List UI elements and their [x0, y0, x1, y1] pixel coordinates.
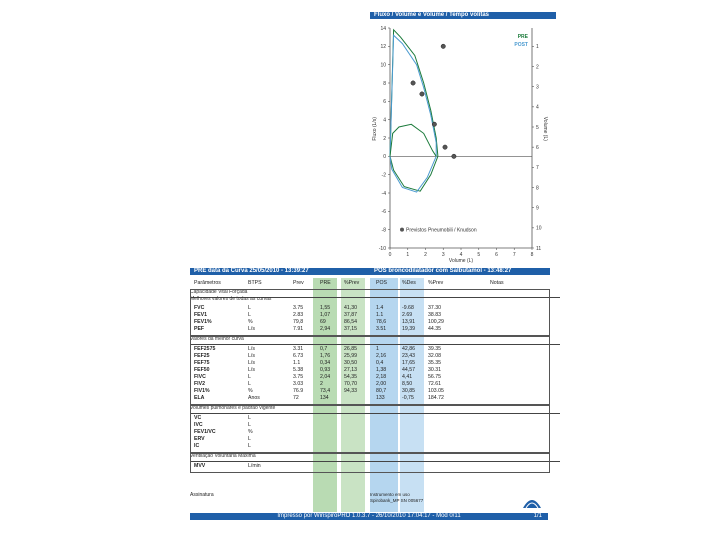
x-tick-label: 8 [530, 252, 534, 258]
table-cell: 1.4 [376, 305, 384, 311]
col-parametros: Parâmetros [194, 280, 221, 286]
table-cell: ERV [194, 436, 205, 442]
table-cell: 37.30 [428, 305, 441, 311]
y-right-tick-label: 9 [536, 205, 539, 212]
y-tick-label: -4 [381, 190, 386, 197]
y-right-tick-label: 3 [536, 84, 539, 91]
table-cell: 2.69 [402, 312, 413, 318]
x-tick-label: 2 [424, 252, 427, 258]
table-cell: 1 [376, 346, 379, 352]
table-cell: FEF50 [194, 367, 210, 373]
y-right-tick-label: 7 [536, 165, 539, 172]
page-number: 1/1 [533, 513, 542, 519]
table-cell: 44.35 [428, 326, 441, 332]
table-cell: 94,33 [344, 388, 357, 394]
table-cell: PEF [194, 326, 205, 332]
table-cell: 1.1 [293, 360, 301, 366]
table-cell: 79,8 [293, 319, 304, 325]
table-cell: 13,91 [402, 319, 415, 325]
table-cell: 73,4 [320, 388, 331, 394]
table-cell: VC [194, 415, 202, 421]
table-cell: 42,86 [402, 346, 415, 352]
table-cell: IC [194, 443, 200, 449]
table-cell: -9.68 [402, 305, 414, 311]
col-pct-prev-post: %Prev [428, 280, 444, 286]
table-cell: 76.9 [293, 388, 304, 394]
x-tick-label: 6 [495, 252, 498, 258]
table-cell: 1,38 [376, 367, 387, 373]
table-cell: 7.91 [293, 326, 304, 332]
table-cell: 30,85 [402, 388, 415, 394]
table-cell: 54,35 [344, 374, 357, 380]
table-cell: 2 [320, 381, 323, 387]
table-cell: 4,41 [402, 374, 413, 380]
y-tick-label: 6 [383, 99, 386, 106]
section-title: Valores da melhor curva [190, 336, 560, 345]
table-cell: 23,43 [402, 353, 415, 359]
y-right-axis-label: Volume (L) [542, 116, 548, 141]
table-cell: 30.31 [428, 367, 441, 373]
section-subtitle: Melhores valores de todas as curvas [190, 296, 272, 302]
table-cell: L [248, 305, 251, 311]
table-cell: 39.35 [428, 346, 441, 352]
x-tick-label: 5 [477, 252, 481, 258]
table-cell: 3.31 [293, 346, 304, 352]
table-cell: 8,50 [402, 381, 413, 387]
table-cell: 184.72 [428, 395, 444, 401]
table-cell: 1,07 [320, 312, 331, 318]
table-cell: L [248, 415, 251, 421]
table-cell: 56.75 [428, 374, 441, 380]
table-cell: 86,54 [344, 319, 357, 325]
y-tick-label: 10 [380, 62, 386, 69]
table-cell: 0,4 [376, 360, 384, 366]
table-cell: L/min [248, 463, 261, 469]
y-tick-label: 12 [380, 44, 386, 51]
x-axis-label: Volume (L) [448, 258, 474, 264]
table-cell: 69 [320, 319, 326, 325]
table-cell: 2,00 [376, 381, 387, 387]
section-title: Ventilação Voluntária Máxima [190, 453, 560, 462]
section-box [190, 453, 550, 473]
table-cell: 44,57 [402, 367, 415, 373]
table-cell: FVC [194, 305, 205, 311]
table-cell: 0,34 [320, 360, 331, 366]
predicted-point [452, 154, 456, 158]
table-cell: 2,18 [376, 374, 387, 380]
footer-bar [190, 513, 548, 520]
instrument-info [370, 492, 423, 504]
table-cell: 1,76 [320, 353, 331, 359]
curve-post [390, 35, 436, 192]
post-header [370, 268, 550, 275]
table-cell: 70,70 [344, 381, 357, 387]
predicted-point [420, 92, 424, 96]
y-right-tick-label: 6 [536, 144, 539, 151]
y-right-tick-label: 2 [536, 64, 539, 71]
pre-header-text: PRE data da Curva 25/05/2010 - 13:39:27 [194, 268, 309, 274]
table-cell: L [248, 422, 251, 428]
y-tick-label: -8 [381, 227, 386, 234]
instrument-label: Instrumento em uso [370, 492, 410, 497]
table-cell: 0,93 [320, 367, 331, 373]
table-cell: 72.61 [428, 381, 441, 387]
table-cell: FEV1 [194, 312, 207, 318]
y-tick-label: 2 [383, 135, 386, 142]
table-cell: Anos [248, 395, 260, 401]
table-cell: 27,13 [344, 367, 357, 373]
table-cell: L [248, 374, 251, 380]
table-cell: L/s [248, 346, 255, 352]
table-cell: L [248, 381, 251, 387]
curve-pre [390, 124, 436, 156]
instrument-value: Spirobank_MP SN 005677 [370, 498, 424, 503]
legend-pre: PRE [517, 34, 528, 40]
table-cell: 32.08 [428, 353, 441, 359]
y-tick-label: 4 [383, 117, 386, 124]
table-cell: 2,16 [376, 353, 387, 359]
table-cell: 80,7 [376, 388, 387, 394]
table-cell: 2.83 [293, 312, 304, 318]
section-box [190, 289, 550, 336]
table-cell: 72 [293, 395, 299, 401]
table-cell: FEF2575 [194, 346, 216, 352]
predicted-point [411, 81, 415, 85]
table-cell: 1,55 [320, 305, 331, 311]
table-cell: 2,94 [320, 326, 331, 332]
y-right-tick-label: 4 [536, 104, 539, 111]
legend-predicted: Previstos Pneumobili / Knudson [406, 227, 477, 234]
table-cell: 30,50 [344, 360, 357, 366]
predicted-point [443, 145, 447, 149]
table-cell: FEV1/VC [194, 429, 216, 435]
table-cell: % [248, 319, 253, 325]
table-cell: L/s [248, 353, 255, 359]
x-tick-label: 7 [512, 252, 516, 258]
table-cell: 3.75 [293, 374, 304, 380]
mir-logo [522, 494, 542, 510]
col-pct-des: %Des [402, 280, 416, 286]
y-right-tick-label: 5 [536, 124, 539, 131]
results-table [190, 280, 550, 490]
table-cell: 1.1 [376, 312, 384, 318]
table-cell: 6.73 [293, 353, 304, 359]
legend-predicted-marker [400, 228, 404, 232]
y-right-tick-label: 8 [536, 185, 539, 192]
table-cell: % [248, 388, 253, 394]
table-cell: 3.75 [293, 305, 304, 311]
table-cell: L/s [248, 360, 255, 366]
table-cell: 133 [376, 395, 385, 401]
section-box [190, 405, 550, 453]
table-cell: FIVC [194, 374, 206, 380]
table-cell: 100,29 [428, 319, 444, 325]
table-cell: 2,04 [320, 374, 331, 380]
table-cell: FEF25 [194, 353, 210, 359]
table-cell: L [248, 443, 251, 449]
col-pos: POS [376, 280, 387, 286]
y-tick-label: -10 [378, 245, 386, 252]
y-right-tick-label: 11 [536, 245, 542, 252]
predicted-point [441, 44, 445, 48]
predicted-point [432, 122, 436, 126]
table-cell: 38.83 [428, 312, 441, 318]
y-axis-label: Fluxo (L/s) [372, 117, 378, 141]
y-right-tick-label: 10 [536, 225, 542, 232]
table-header-row [190, 280, 568, 288]
table-cell: L [248, 436, 251, 442]
table-cell: 19,39 [402, 326, 415, 332]
table-cell: IVC [194, 422, 203, 428]
table-cell: L/s [248, 367, 255, 373]
y-tick-label: 8 [383, 80, 386, 87]
table-cell: 5.38 [293, 367, 304, 373]
table-cell: 17,65 [402, 360, 415, 366]
table-cell: FIV2 [194, 381, 205, 387]
table-cell: 37,15 [344, 326, 357, 332]
table-cell: % [248, 429, 253, 435]
x-tick-label: 4 [459, 252, 463, 258]
table-cell: 3.03 [293, 381, 304, 387]
legend-post: POST [514, 42, 528, 48]
col-btps: BTPS [248, 280, 262, 286]
table-cell: L/s [248, 326, 255, 332]
curve-pre [390, 30, 438, 191]
y-tick-label: -2 [381, 172, 386, 179]
x-tick-label: 3 [441, 252, 445, 258]
y-right-tick-label: 1 [536, 44, 539, 51]
section-title: Volumes pulmonares e padrão vigente [190, 405, 560, 414]
col-prev: Prev [293, 280, 304, 286]
x-tick-label: 0 [388, 252, 392, 258]
table-cell: -0,75 [402, 395, 414, 401]
table-cell: 26,85 [344, 346, 357, 352]
col-pre: PRE [320, 280, 331, 286]
y-tick-label: -6 [381, 209, 386, 216]
table-cell: 3.51 [376, 326, 387, 332]
table-cell: 41,30 [344, 305, 357, 311]
footer-bar-text: Impresso por WinspiroPRO 1.0.3.7 - 26/10/2010 17:04:17 - Mod 0/11 [277, 513, 461, 519]
table-cell: MVV [194, 463, 206, 469]
chart-title: Fluxo / Volume e Volume / Tempo volitas [374, 12, 490, 18]
y-tick-label: 0 [383, 154, 386, 161]
table-cell: FEF75 [194, 360, 210, 366]
table-cell: FIV1% [194, 388, 210, 394]
chart-header [370, 12, 556, 19]
post-header-text: POS broncodilatador com Salbutamol - 13:48:27 [374, 268, 512, 274]
section-title: Capacidade Vital Forçada [190, 289, 560, 298]
y-tick-label: 14 [380, 25, 386, 32]
table-cell: ELA [194, 395, 205, 401]
col-pct-prev: %Prev [344, 280, 360, 286]
table-cell: 78,6 [376, 319, 387, 325]
section-box [190, 336, 550, 405]
table-cell: L [248, 312, 251, 318]
table-cell: 0,7 [320, 346, 328, 352]
table-cell: 134 [320, 395, 329, 401]
signature-label: Assinatura [190, 492, 214, 498]
table-cell: 35.35 [428, 360, 441, 366]
table-cell: 103.05 [428, 388, 444, 394]
flow-volume-chart [362, 20, 552, 265]
col-notas: Notas [490, 280, 504, 286]
x-tick-label: 1 [406, 252, 410, 258]
table-cell: 25,99 [344, 353, 357, 359]
table-cell: 37,87 [344, 312, 357, 318]
pre-header [190, 268, 370, 275]
table-cell: FEV1% [194, 319, 212, 325]
